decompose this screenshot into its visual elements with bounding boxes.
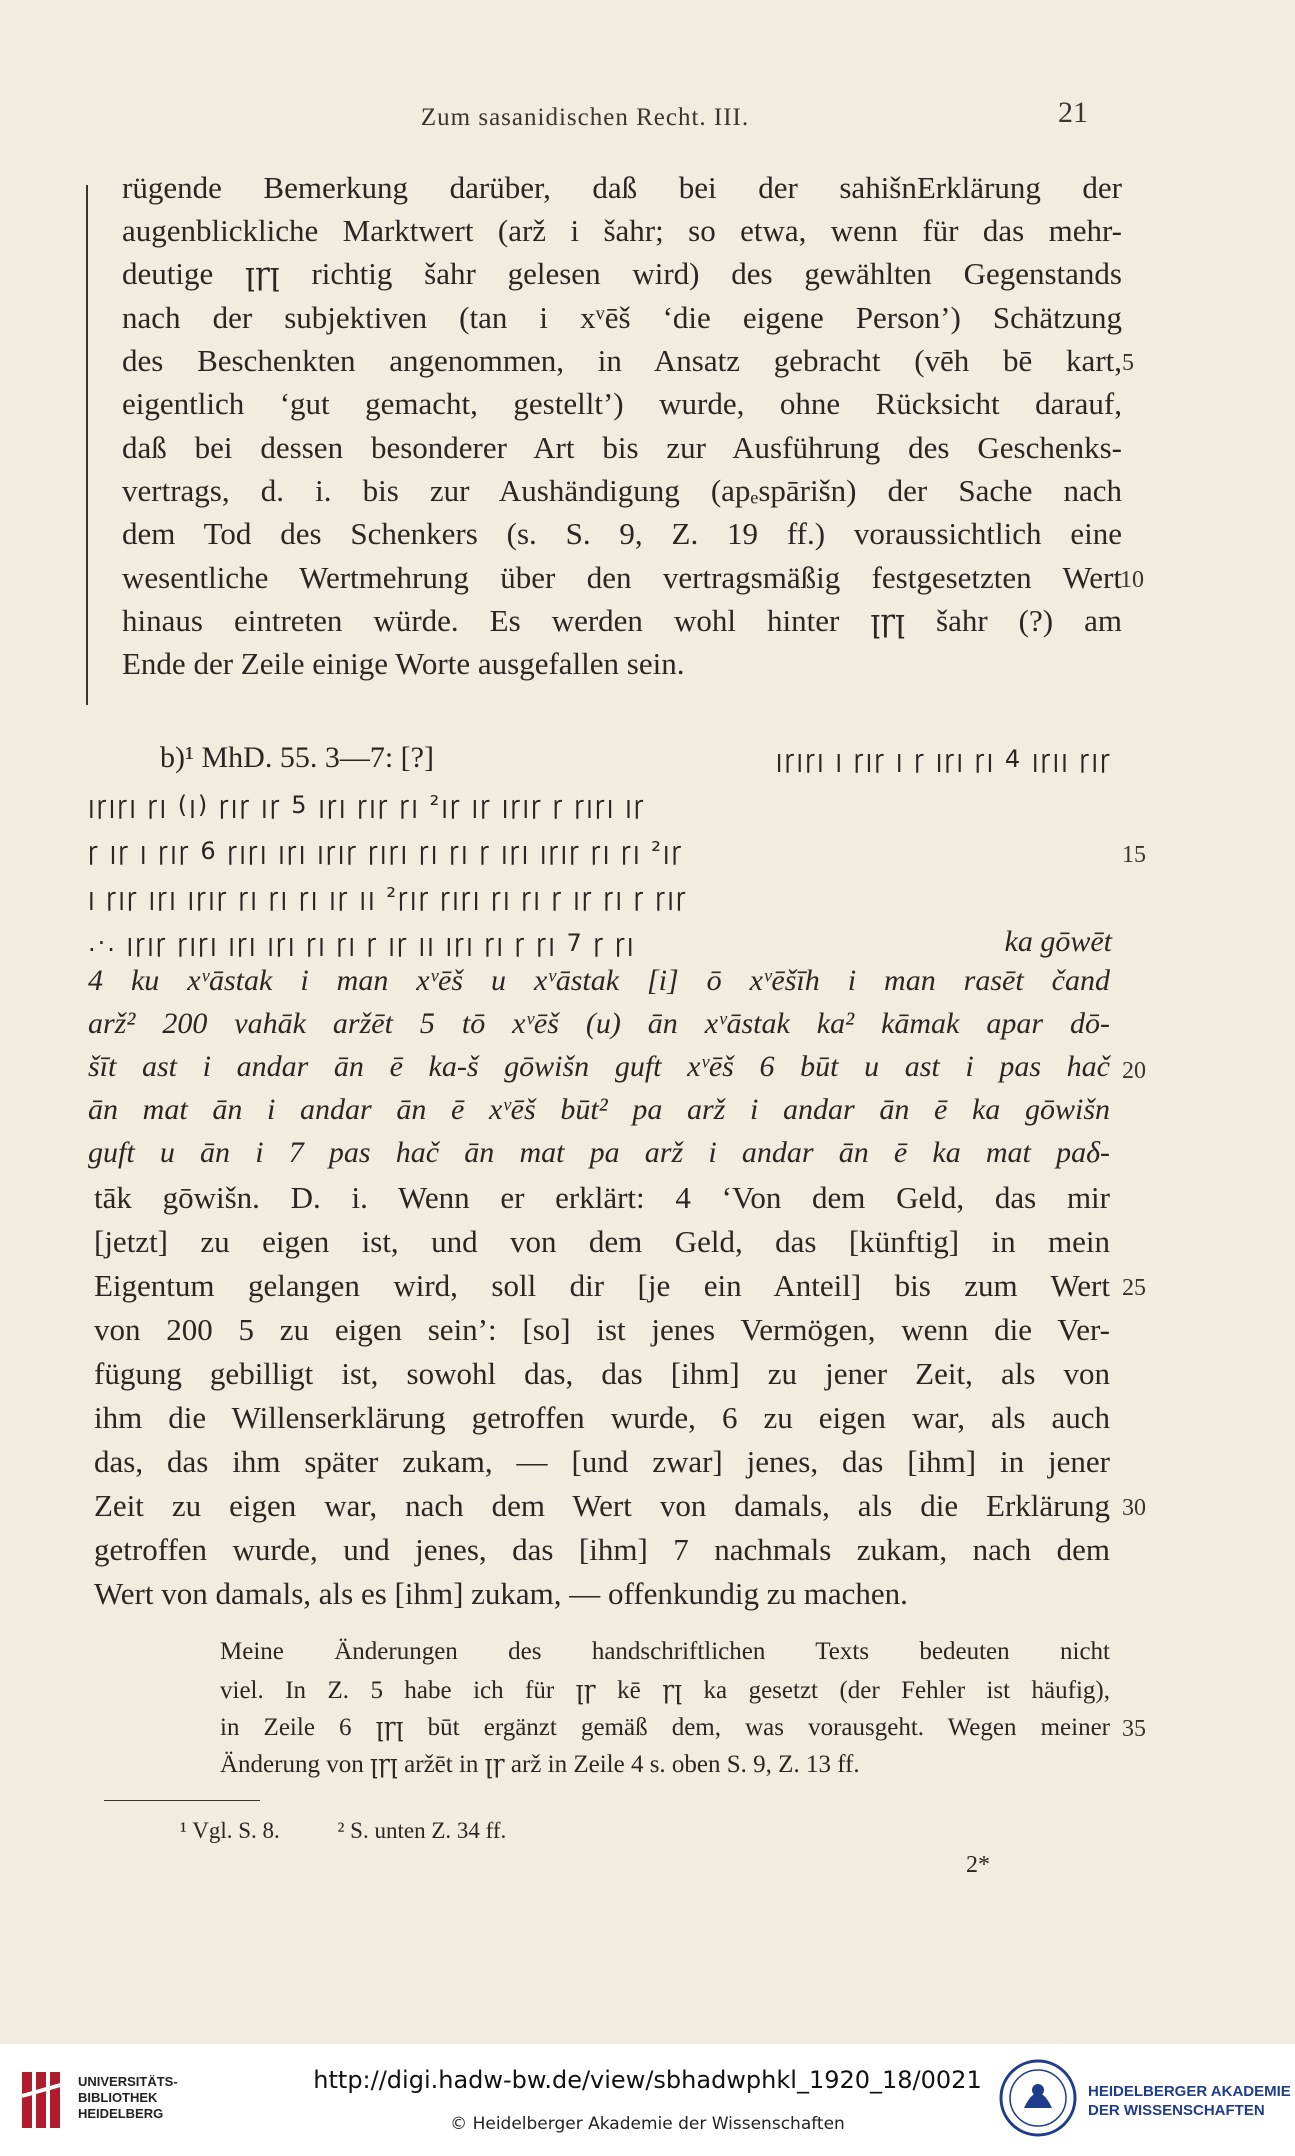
text-line: dem Tod des Schenkers (s. S. 9, Z. 19 ff.) voraussichtlich eine [122, 516, 1122, 551]
citation-intro: b)¹ MhD. 55. 3—7: [?] [160, 741, 434, 774]
line-number: 35 [1122, 1716, 1146, 1742]
text-line: eigentlich ‘gut gemacht, gestellt’) wurde, ohne Rücksicht darauf, [122, 386, 1122, 421]
margin-rule [86, 185, 88, 705]
note-line: viel. In Z. 5 habe ich für ꞁꞅ kē ꞅꞁ ka gesetzt (der Fehler ist häufig), [220, 1677, 1110, 1704]
text-line: fügung gebilligt ist, sowohl das, das [ihm] zu jener Zeit, als von [94, 1356, 1110, 1391]
text-line: getroffen wurde, und jenes, das [ihm] 7 nachmals zukam, nach dem [94, 1532, 1110, 1567]
line-number: 5 [1122, 350, 1134, 376]
pahlavi-script: ꞁꞅꞁꞅꞁ ꞅꞁ (ꞁ) ꞅꞁꞅ ꞁꞅ 5 ꞁꞅꞁ ꞅꞁꞅ ꞅꞁ ²ꞁꞅ ꞁꞅ ꞁꞅꞁꞅ ꞅ ꞅꞁꞅꞁ ꞁꞅ [88, 790, 646, 819]
footnote-1: ¹ Vgl. S. 8. [180, 1818, 280, 1843]
footnote-rule [104, 1800, 260, 1801]
text-line: augenblickliche Marktwert (arž i šahr; so etwa, wenn für das mehr- [122, 213, 1122, 248]
translit-line: 4 ku xᵛāstak i man xᵛēš u xᵛāstak [i] ō xᵛēšīh i man rasēt čand [88, 964, 1110, 997]
translit-line: arž² 200 vahāk aržēt 5 tō xᵛēš (u) ān xᵛāstak ka² kāmak apar dō- [88, 1007, 1110, 1040]
footnotes [180, 1818, 558, 1844]
text-line: Wert von damals, als es [ihm] zukam, — offenkundig zu machen. [94, 1576, 908, 1611]
pahlavi-line [160, 740, 1112, 776]
note-line: in Zeile 6 ꞁꞅꞁ būt ergänzt gemäß dem, was vorausgeht. Wegen meiner [220, 1714, 1110, 1741]
translit-inline: ka gōwēt [1004, 925, 1112, 958]
running-header: Zum sasanidischen Recht. III. [420, 104, 750, 131]
text-line: nach der subjektiven (tan i xᵛēš ‘die eigene Person’) Schätzung [122, 300, 1122, 335]
academy-name: HEIDELBERGER AKADEMIE DER WISSENSCHAFTEN [1088, 2083, 1291, 2119]
pahlavi-script: ꞅ ꞁꞅ ꞁ ꞅꞁꞅ 6 ꞅꞁꞅꞁ ꞁꞅꞁ ꞁꞅꞁꞅ ꞅꞁꞅꞁ ꞅꞁ ꞅꞁ ꞅ ꞁꞅꞁ ꞁꞅꞁꞅ ꞅꞁ ꞅꞁ ²ꞁꞅ [88, 836, 684, 865]
translit-line: šīt ast i andar ān ē ka-š gōwišn guft xᵛēš 6 būt u ast i pas hač [88, 1050, 1110, 1083]
footer-bar [0, 2044, 1295, 2156]
pahlavi-script: ꞁꞅꞁꞅꞁ ꞁ ꞅꞁꞅ ꞁ ꞅ ꞁꞅꞁ ꞅꞁ 4 ꞁꞅꞁꞁ ꞅꞁꞅ [775, 744, 1112, 773]
pahlavi-line [88, 878, 1112, 914]
line-number: 30 [1122, 1495, 1146, 1521]
text-line: deutige ꞁꞅꞁ richtig šahr gelesen wird) des gewählten Gegenstands [122, 256, 1122, 291]
line-number: 15 [1122, 842, 1146, 868]
text-line: Ende der Zeile einige Worte ausgefallen sein. [122, 646, 685, 681]
text-line: [jetzt] zu eigen ist, und von dem Geld, das [künftig] in mein [94, 1224, 1110, 1259]
permalink[interactable]: http://digi.hadw-bw.de/view/sbhadwphkl_1920_18/0021 [313, 2066, 982, 2094]
pahlavi-script: .·. ꞁꞅꞁꞅ ꞅꞁꞅꞁ ꞁꞅꞁ ꞁꞅꞁ ꞅꞁ ꞅꞁ ꞅ ꞁꞅ ꞁꞁ ꞁꞅꞁ ꞅꞁ ꞅ ꞅꞁ 7 ꞅ ꞅꞁ [88, 928, 636, 957]
text-line: rügende Bemerkung darüber, daß bei der sahišnErklärung der [122, 170, 1122, 205]
copyright-notice: © Heidelberger Akademie der Wissenschaften [450, 2114, 845, 2134]
signature-mark: 2* [966, 1852, 990, 1878]
text-line: Eigentum gelangen wird, soll dir [je ein Anteil] bis zum Wert [94, 1268, 1110, 1303]
pahlavi-line [88, 924, 1112, 960]
text-line: des Beschenkten angenommen, in Ansatz gebracht (vēh bē kart, [122, 343, 1122, 378]
note-line: Änderung von ꞁꞅꞁ aržēt in ꞁꞅ arž in Zeile 4 s. oben S. 9, Z. 13 ff. [220, 1751, 860, 1778]
line-number: 20 [1122, 1058, 1146, 1084]
library-name: UNIVERSITÄTS- BIBLIOTHEK HEIDELBERG [78, 2074, 178, 2121]
text-line: von 200 5 zu eigen sein’: [so] ist jenes Vermögen, wenn die Ver- [94, 1312, 1110, 1347]
pahlavi-script: ꞁ ꞅꞁꞅ ꞁꞅꞁ ꞁꞅꞁꞅ ꞅꞁ ꞅꞁ ꞅꞁ ꞁꞅ ꞁꞁ ²ꞅꞁꞅ ꞅꞁꞅꞁ ꞅꞁ ꞅꞁ ꞅ ꞁꞅ ꞅꞁ ꞅ ꞅꞁꞅ [88, 882, 688, 911]
text-line: tāk gōwišn. D. i. Wenn er erklärt: 4 ‘Von dem Geld, das mir [94, 1180, 1110, 1215]
text-line: vertrags, d. i. bis zur Aushändigung (apₑspārišn) der Sache nach [122, 473, 1122, 508]
footnote-2: ² S. unten Z. 34 ff. [337, 1818, 507, 1843]
text-line: Zeit zu eigen war, nach dem Wert von damals, als die Erklärung [94, 1488, 1110, 1523]
line-number: 25 [1122, 1275, 1146, 1301]
text-line: ihm die Willenserklärung getroffen wurde, 6 zu eigen war, als auch [94, 1400, 1110, 1435]
translit-line: ān mat ān i andar ān ē xᵛēš būt² pa arž i andar ān ē ka gōwišn [88, 1093, 1110, 1126]
text-line: daß bei dessen besonderer Art bis zur Ausführung des Geschenks- [122, 430, 1122, 465]
page-number: 21 [1058, 96, 1088, 129]
text-line: hinaus eintreten würde. Es werden wohl hinter ꞁꞅꞁ šahr (?) am [122, 603, 1122, 638]
note-line: Meine Änderungen des handschriftlichen Texts bedeuten nicht [220, 1638, 1110, 1665]
pahlavi-line [88, 786, 1112, 822]
line-number: 10 [1120, 567, 1144, 593]
translit-line: guft u ān i 7 pas hač ān mat pa arž i andar ān ē ka mat paδ- [88, 1136, 1110, 1169]
academy-seal-icon [998, 2058, 1078, 2138]
pahlavi-line [88, 832, 1112, 868]
text-line: das, das ihm später zukam, — [und zwar] jenes, das [ihm] in jener [94, 1444, 1110, 1479]
text-line: wesentliche Wertmehrung über den vertragsmäßig festgesetzten Wert [122, 560, 1122, 595]
